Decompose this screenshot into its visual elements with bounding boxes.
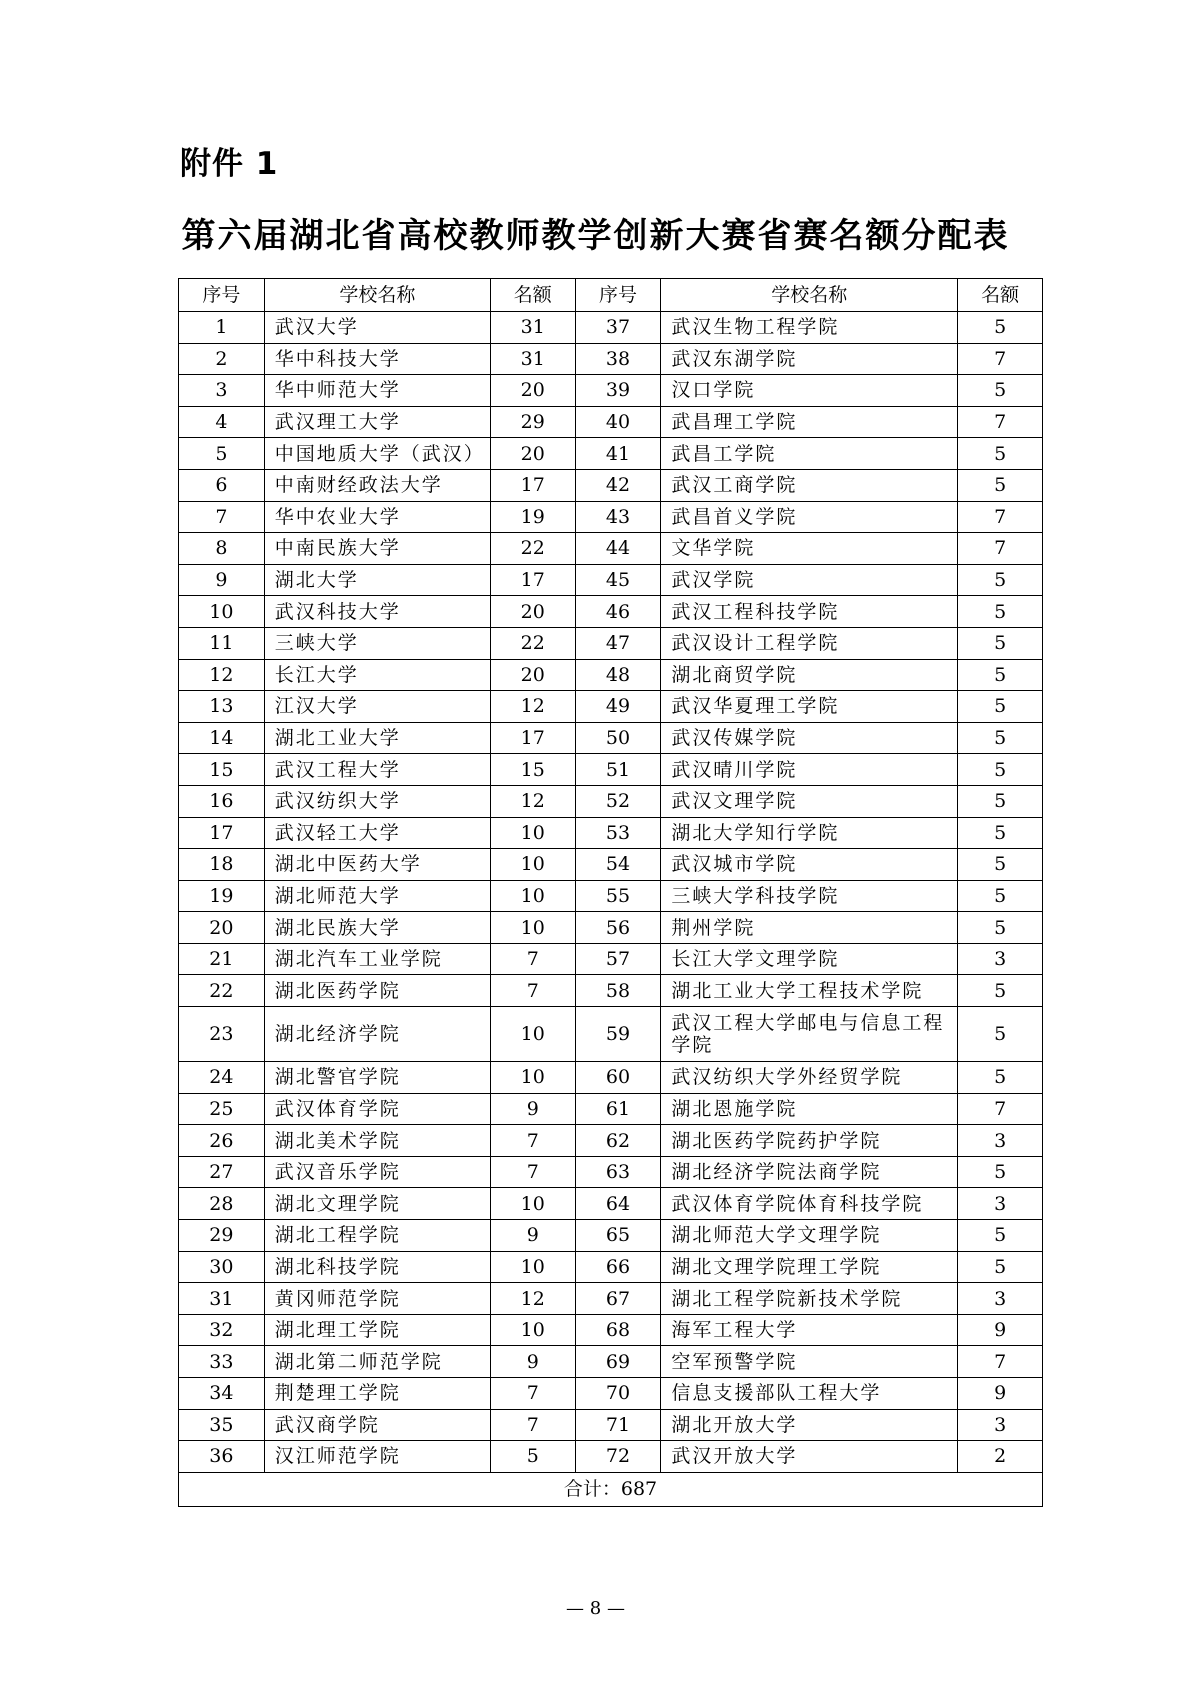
table-row xyxy=(179,943,1043,975)
school-left: 湖北理工学院 xyxy=(264,1314,490,1346)
index-right: 63 xyxy=(575,1156,661,1188)
quota-right: 5 xyxy=(958,785,1043,817)
table-row xyxy=(179,564,1043,596)
school-left: 武汉纺织大学 xyxy=(264,785,490,817)
index-right: 42 xyxy=(575,469,661,501)
school-right: 武汉体育学院体育科技学院 xyxy=(661,1188,958,1220)
quota-right: 7 xyxy=(958,533,1043,565)
school-right: 文华学院 xyxy=(661,533,958,565)
index-left: 3 xyxy=(179,375,265,407)
table-row xyxy=(179,406,1043,438)
index-right: 48 xyxy=(575,659,661,691)
quota-right: 7 xyxy=(958,406,1043,438)
index-left: 2 xyxy=(179,343,265,375)
index-right: 56 xyxy=(575,912,661,944)
index-left: 31 xyxy=(179,1283,265,1315)
quota-right: 5 xyxy=(958,1007,1043,1062)
quota-right: 5 xyxy=(958,691,1043,723)
quota-left: 10 xyxy=(490,912,575,944)
table-row xyxy=(179,375,1043,407)
quota-left: 22 xyxy=(490,533,575,565)
quota-table xyxy=(178,278,1043,1507)
quota-right: 5 xyxy=(958,564,1043,596)
index-right: 50 xyxy=(575,722,661,754)
quota-left: 9 xyxy=(490,1346,575,1378)
quota-right: 5 xyxy=(958,312,1043,344)
index-right: 37 xyxy=(575,312,661,344)
quota-left: 9 xyxy=(490,1220,575,1252)
table-row xyxy=(179,343,1043,375)
school-left: 武汉大学 xyxy=(264,312,490,344)
table-row xyxy=(179,722,1043,754)
index-right: 68 xyxy=(575,1314,661,1346)
index-left: 11 xyxy=(179,627,265,659)
index-left: 9 xyxy=(179,564,265,596)
index-left: 24 xyxy=(179,1062,265,1094)
quota-right: 5 xyxy=(958,722,1043,754)
index-right: 55 xyxy=(575,880,661,912)
school-left: 湖北大学 xyxy=(264,564,490,596)
quota-right: 5 xyxy=(958,849,1043,881)
index-left: 14 xyxy=(179,722,265,754)
table-row xyxy=(179,785,1043,817)
index-left: 34 xyxy=(179,1378,265,1410)
school-right: 武汉东湖学院 xyxy=(661,343,958,375)
quota-left: 20 xyxy=(490,438,575,470)
school-left: 武汉轻工大学 xyxy=(264,817,490,849)
header-school-left: 学校名称 xyxy=(264,279,490,312)
index-left: 22 xyxy=(179,975,265,1007)
table-row xyxy=(179,1220,1043,1252)
table-row xyxy=(179,659,1043,691)
index-right: 69 xyxy=(575,1346,661,1378)
quota-right: 5 xyxy=(958,1156,1043,1188)
quota-left: 29 xyxy=(490,406,575,438)
quota-left: 7 xyxy=(490,1156,575,1188)
index-right: 41 xyxy=(575,438,661,470)
quota-left: 10 xyxy=(490,1251,575,1283)
school-left: 武汉音乐学院 xyxy=(264,1156,490,1188)
quota-left: 12 xyxy=(490,785,575,817)
index-right: 38 xyxy=(575,343,661,375)
school-right: 湖北商贸学院 xyxy=(661,659,958,691)
index-left: 35 xyxy=(179,1409,265,1441)
index-right: 57 xyxy=(575,943,661,975)
quota-left: 19 xyxy=(490,501,575,533)
school-left: 湖北工业大学 xyxy=(264,722,490,754)
school-right: 空军预警学院 xyxy=(661,1346,958,1378)
school-right: 湖北医药学院药护学院 xyxy=(661,1125,958,1157)
index-left: 20 xyxy=(179,912,265,944)
header-index-right: 序号 xyxy=(575,279,661,312)
school-right: 湖北师范大学文理学院 xyxy=(661,1220,958,1252)
table-row xyxy=(179,1156,1043,1188)
index-right: 72 xyxy=(575,1441,661,1473)
index-left: 36 xyxy=(179,1441,265,1473)
school-right: 武昌理工学院 xyxy=(661,406,958,438)
quota-left: 7 xyxy=(490,975,575,1007)
table-row xyxy=(179,1409,1043,1441)
page-title: 第六届湖北省高校教师教学创新大赛省赛名额分配表 xyxy=(181,216,1010,256)
quota-right: 5 xyxy=(958,659,1043,691)
index-right: 65 xyxy=(575,1220,661,1252)
index-right: 45 xyxy=(575,564,661,596)
school-right: 海军工程大学 xyxy=(661,1314,958,1346)
index-left: 15 xyxy=(179,754,265,786)
index-left: 12 xyxy=(179,659,265,691)
quota-left: 10 xyxy=(490,817,575,849)
school-left: 三峡大学 xyxy=(264,627,490,659)
school-left: 华中科技大学 xyxy=(264,343,490,375)
header-school-right: 学校名称 xyxy=(661,279,958,312)
index-left: 17 xyxy=(179,817,265,849)
index-left: 1 xyxy=(179,312,265,344)
index-right: 40 xyxy=(575,406,661,438)
school-left: 湖北科技学院 xyxy=(264,1251,490,1283)
table-row xyxy=(179,975,1043,1007)
attachment-label: 附件 1 xyxy=(180,146,279,182)
quota-right: 7 xyxy=(958,1093,1043,1125)
quota-left: 12 xyxy=(490,1283,575,1315)
school-right: 湖北恩施学院 xyxy=(661,1093,958,1125)
quota-left: 5 xyxy=(490,1441,575,1473)
header-quota-right: 名额 xyxy=(958,279,1043,312)
school-left: 黄冈师范学院 xyxy=(264,1283,490,1315)
school-right: 武汉纺织大学外经贸学院 xyxy=(661,1062,958,1094)
school-left: 湖北文理学院 xyxy=(264,1188,490,1220)
table-row xyxy=(179,1125,1043,1157)
table-row xyxy=(179,691,1043,723)
index-left: 27 xyxy=(179,1156,265,1188)
table-row xyxy=(179,596,1043,628)
index-left: 10 xyxy=(179,596,265,628)
table-row xyxy=(179,533,1043,565)
school-left: 中南民族大学 xyxy=(264,533,490,565)
table-row xyxy=(179,880,1043,912)
quota-left: 12 xyxy=(490,691,575,723)
table-row xyxy=(179,912,1043,944)
index-left: 33 xyxy=(179,1346,265,1378)
index-right: 61 xyxy=(575,1093,661,1125)
school-right: 武昌工学院 xyxy=(661,438,958,470)
table-row xyxy=(179,469,1043,501)
quota-left: 10 xyxy=(490,1062,575,1094)
index-left: 32 xyxy=(179,1314,265,1346)
quota-left: 7 xyxy=(490,1125,575,1157)
index-right: 70 xyxy=(575,1378,661,1410)
table-row xyxy=(179,1251,1043,1283)
quota-right: 5 xyxy=(958,1220,1043,1252)
school-left: 湖北汽车工业学院 xyxy=(264,943,490,975)
school-right: 武汉设计工程学院 xyxy=(661,627,958,659)
school-right: 三峡大学科技学院 xyxy=(661,880,958,912)
school-left: 武汉体育学院 xyxy=(264,1093,490,1125)
quota-left: 10 xyxy=(490,1007,575,1062)
quota-left: 15 xyxy=(490,754,575,786)
table-row xyxy=(179,627,1043,659)
index-right: 39 xyxy=(575,375,661,407)
school-right: 信息支援部队工程大学 xyxy=(661,1378,958,1410)
school-left: 武汉科技大学 xyxy=(264,596,490,628)
total-cell: 合计：687 xyxy=(179,1472,1043,1506)
school-right: 湖北开放大学 xyxy=(661,1409,958,1441)
table-row xyxy=(179,438,1043,470)
school-left: 华中师范大学 xyxy=(264,375,490,407)
school-left: 中国地质大学（武汉） xyxy=(264,438,490,470)
school-right: 武汉工程科技学院 xyxy=(661,596,958,628)
quota-right: 3 xyxy=(958,943,1043,975)
quota-right: 3 xyxy=(958,1125,1043,1157)
school-left: 湖北工程学院 xyxy=(264,1220,490,1252)
index-left: 21 xyxy=(179,943,265,975)
quota-left: 31 xyxy=(490,312,575,344)
quota-left: 7 xyxy=(490,943,575,975)
school-right: 武昌首义学院 xyxy=(661,501,958,533)
table-row xyxy=(179,1007,1043,1062)
index-right: 49 xyxy=(575,691,661,723)
quota-left: 9 xyxy=(490,1093,575,1125)
index-right: 71 xyxy=(575,1409,661,1441)
school-right: 湖北工程学院新技术学院 xyxy=(661,1283,958,1315)
index-left: 7 xyxy=(179,501,265,533)
school-left: 湖北师范大学 xyxy=(264,880,490,912)
quota-right: 3 xyxy=(958,1409,1043,1441)
school-right: 武汉华夏理工学院 xyxy=(661,691,958,723)
school-left: 湖北警官学院 xyxy=(264,1062,490,1094)
quota-right: 7 xyxy=(958,1346,1043,1378)
table-row xyxy=(179,1441,1043,1473)
page-number: — 8 — xyxy=(566,1598,625,1619)
school-right: 武汉学院 xyxy=(661,564,958,596)
index-left: 18 xyxy=(179,849,265,881)
table-row xyxy=(179,817,1043,849)
table-row xyxy=(179,1346,1043,1378)
school-left: 江汉大学 xyxy=(264,691,490,723)
index-left: 29 xyxy=(179,1220,265,1252)
quota-left: 10 xyxy=(490,880,575,912)
quota-left: 10 xyxy=(490,1188,575,1220)
quota-right: 5 xyxy=(958,754,1043,786)
table-row xyxy=(179,1283,1043,1315)
quota-right: 5 xyxy=(958,912,1043,944)
school-left: 汉江师范学院 xyxy=(264,1441,490,1473)
quota-left: 20 xyxy=(490,596,575,628)
quota-left: 17 xyxy=(490,469,575,501)
index-right: 53 xyxy=(575,817,661,849)
school-left: 武汉商学院 xyxy=(264,1409,490,1441)
index-left: 25 xyxy=(179,1093,265,1125)
quota-right: 7 xyxy=(958,501,1043,533)
quota-right: 5 xyxy=(958,1251,1043,1283)
quota-right: 9 xyxy=(958,1314,1043,1346)
index-right: 43 xyxy=(575,501,661,533)
index-right: 46 xyxy=(575,596,661,628)
index-right: 44 xyxy=(575,533,661,565)
index-right: 54 xyxy=(575,849,661,881)
quota-left: 20 xyxy=(490,375,575,407)
school-right: 湖北工业大学工程技术学院 xyxy=(661,975,958,1007)
school-right: 武汉城市学院 xyxy=(661,849,958,881)
quota-left: 22 xyxy=(490,627,575,659)
table-body xyxy=(179,312,1043,1473)
quota-right: 5 xyxy=(958,1062,1043,1094)
table-row xyxy=(179,501,1043,533)
quota-left: 10 xyxy=(490,1314,575,1346)
school-right: 武汉文理学院 xyxy=(661,785,958,817)
quota-left: 31 xyxy=(490,343,575,375)
index-right: 52 xyxy=(575,785,661,817)
quota-left: 10 xyxy=(490,849,575,881)
index-left: 30 xyxy=(179,1251,265,1283)
school-left: 湖北民族大学 xyxy=(264,912,490,944)
index-left: 6 xyxy=(179,469,265,501)
index-right: 62 xyxy=(575,1125,661,1157)
school-right: 武汉传媒学院 xyxy=(661,722,958,754)
quota-right: 3 xyxy=(958,1188,1043,1220)
table-row xyxy=(179,1314,1043,1346)
school-right: 武汉晴川学院 xyxy=(661,754,958,786)
quota-right: 5 xyxy=(958,817,1043,849)
table-row xyxy=(179,754,1043,786)
quota-right: 5 xyxy=(958,469,1043,501)
school-right: 荆州学院 xyxy=(661,912,958,944)
quota-right: 5 xyxy=(958,438,1043,470)
quota-left: 17 xyxy=(490,722,575,754)
school-left: 湖北中医药大学 xyxy=(264,849,490,881)
school-right: 武汉开放大学 xyxy=(661,1441,958,1473)
index-right: 47 xyxy=(575,627,661,659)
index-left: 19 xyxy=(179,880,265,912)
table-row xyxy=(179,312,1043,344)
school-left: 长江大学 xyxy=(264,659,490,691)
quota-left: 17 xyxy=(490,564,575,596)
school-left: 湖北医药学院 xyxy=(264,975,490,1007)
quota-right: 3 xyxy=(958,1283,1043,1315)
header-quota-left: 名额 xyxy=(490,279,575,312)
quota-right: 5 xyxy=(958,596,1043,628)
index-left: 5 xyxy=(179,438,265,470)
index-left: 28 xyxy=(179,1188,265,1220)
school-left: 湖北经济学院 xyxy=(264,1007,490,1062)
quota-left: 7 xyxy=(490,1409,575,1441)
index-right: 66 xyxy=(575,1251,661,1283)
school-right: 汉口学院 xyxy=(661,375,958,407)
school-right: 武汉生物工程学院 xyxy=(661,312,958,344)
school-right: 长江大学文理学院 xyxy=(661,943,958,975)
school-left: 华中农业大学 xyxy=(264,501,490,533)
table-row xyxy=(179,1093,1043,1125)
quota-right: 5 xyxy=(958,627,1043,659)
index-right: 59 xyxy=(575,1007,661,1062)
index-right: 64 xyxy=(575,1188,661,1220)
school-left: 湖北第二师范学院 xyxy=(264,1346,490,1378)
quota-right: 5 xyxy=(958,975,1043,1007)
school-left: 武汉理工大学 xyxy=(264,406,490,438)
table-header-row xyxy=(179,279,1043,312)
school-left: 武汉工程大学 xyxy=(264,754,490,786)
index-left: 23 xyxy=(179,1007,265,1062)
index-left: 4 xyxy=(179,406,265,438)
school-left: 湖北美术学院 xyxy=(264,1125,490,1157)
school-right: 武汉工程大学邮电与信息工程学院 xyxy=(661,1007,958,1062)
school-right: 湖北文理学院理工学院 xyxy=(661,1251,958,1283)
table-row xyxy=(179,1062,1043,1094)
quota-right: 5 xyxy=(958,375,1043,407)
index-left: 13 xyxy=(179,691,265,723)
table-row xyxy=(179,1378,1043,1410)
quota-right: 5 xyxy=(958,880,1043,912)
school-right: 湖北经济学院法商学院 xyxy=(661,1156,958,1188)
index-left: 16 xyxy=(179,785,265,817)
header-index-left: 序号 xyxy=(179,279,265,312)
quota-right: 9 xyxy=(958,1378,1043,1410)
index-right: 67 xyxy=(575,1283,661,1315)
school-left: 中南财经政法大学 xyxy=(264,469,490,501)
table-row xyxy=(179,1188,1043,1220)
school-right: 湖北大学知行学院 xyxy=(661,817,958,849)
index-right: 51 xyxy=(575,754,661,786)
total-row xyxy=(179,1472,1043,1506)
index-left: 8 xyxy=(179,533,265,565)
school-left: 荆楚理工学院 xyxy=(264,1378,490,1410)
quota-right: 2 xyxy=(958,1441,1043,1473)
index-left: 26 xyxy=(179,1125,265,1157)
index-right: 60 xyxy=(575,1062,661,1094)
quota-left: 20 xyxy=(490,659,575,691)
index-right: 58 xyxy=(575,975,661,1007)
school-right: 武汉工商学院 xyxy=(661,469,958,501)
quota-right: 7 xyxy=(958,343,1043,375)
table-row xyxy=(179,849,1043,881)
quota-left: 7 xyxy=(490,1378,575,1410)
